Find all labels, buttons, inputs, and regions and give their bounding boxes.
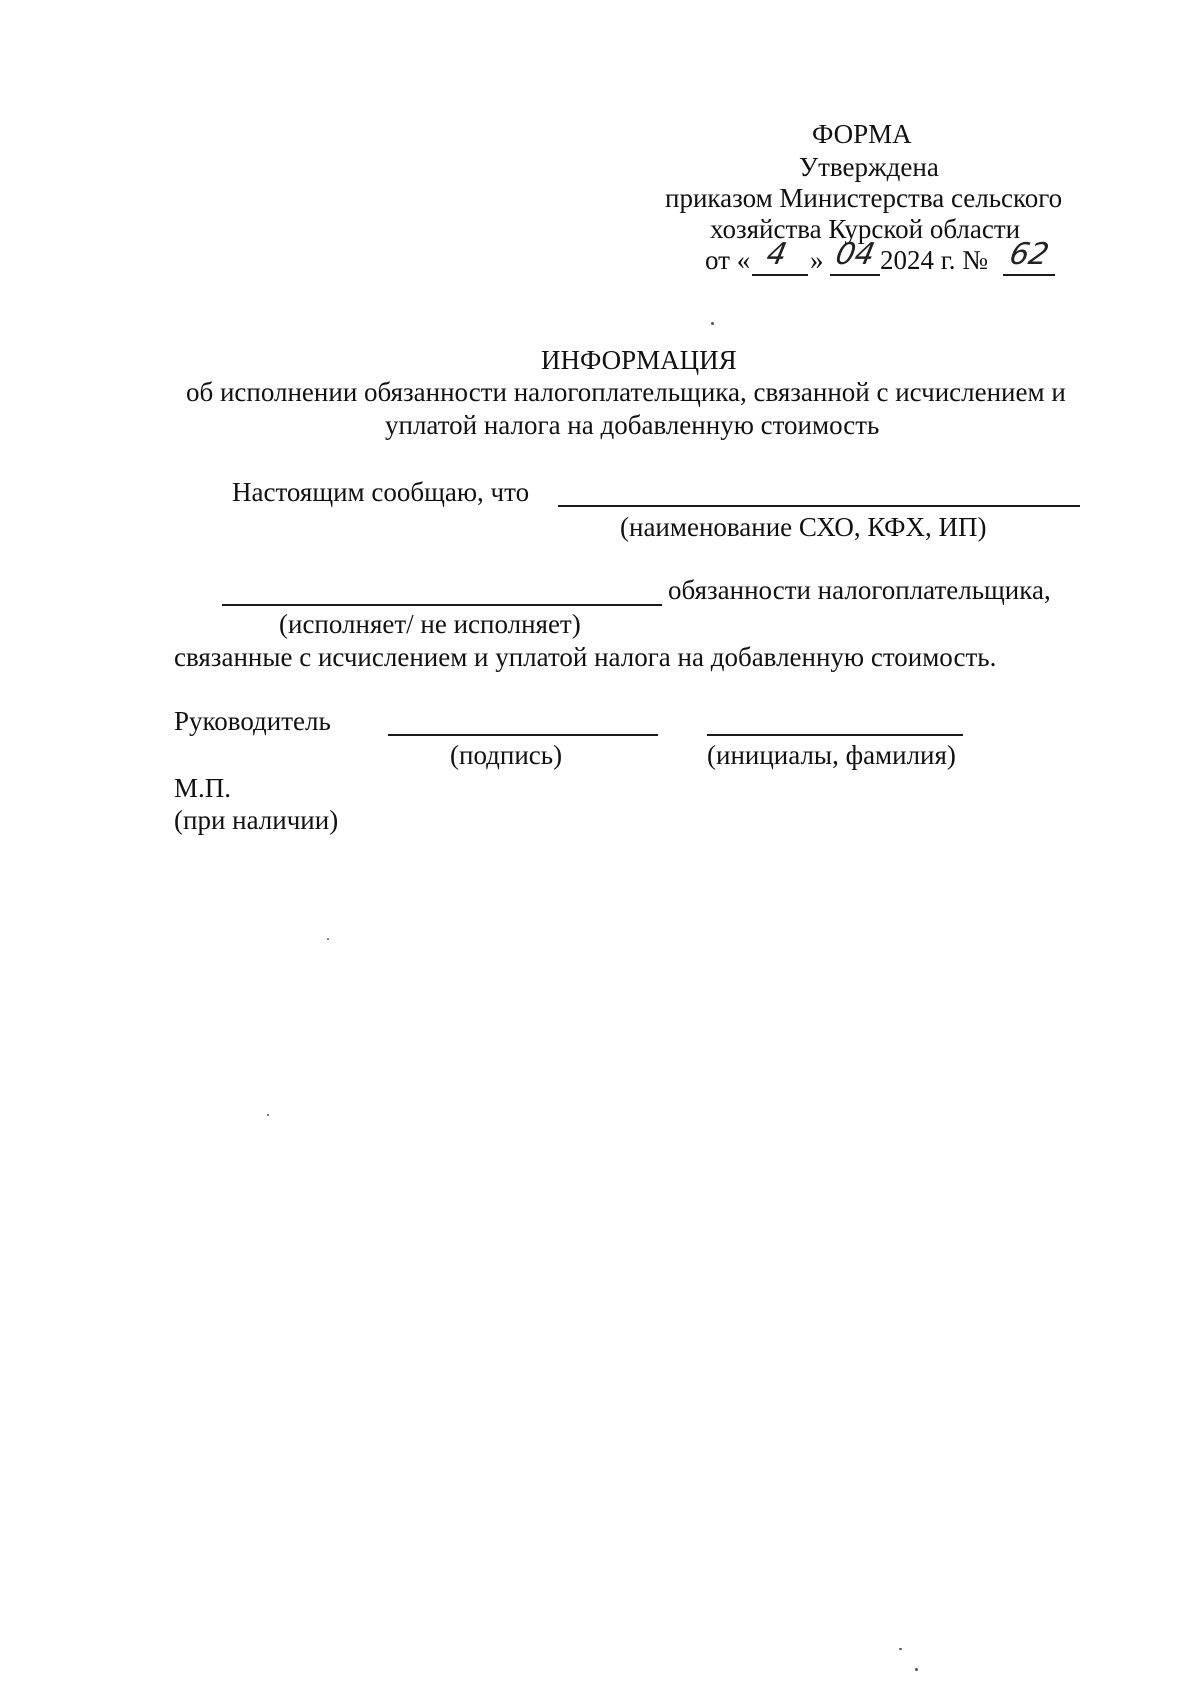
date-mid: » <box>810 245 824 275</box>
scan-speck <box>327 938 329 940</box>
year-and-number-label: 2024 г. № <box>880 245 989 275</box>
document-title: ИНФОРМАЦИЯ <box>541 345 737 375</box>
signature-hint: (подпись) <box>450 740 563 770</box>
duty-status-field <box>222 604 662 606</box>
date-prefix: от « <box>705 245 751 275</box>
signer-role: Руководитель <box>174 706 331 736</box>
number-handwritten: 62 <box>1006 237 1053 272</box>
intro-text: Настоящим сообщаю, что <box>232 477 530 507</box>
scan-speck <box>915 1668 918 1671</box>
scan-speck <box>267 1114 269 1116</box>
scan-speck <box>899 1648 902 1650</box>
month-handwritten: 04 <box>832 237 879 272</box>
scan-speck <box>711 322 714 325</box>
subtitle-line-1: об исполнении обязанности налогоплательщика, связанной с исчислением и <box>186 377 1066 407</box>
stamp-label: М.П. <box>174 773 232 803</box>
approved-label: Утверждена <box>799 152 939 182</box>
order-line-1: приказом Министерства сельского <box>665 183 1063 213</box>
initials-surname-hint: (инициалы, фамилия) <box>707 740 956 770</box>
duty-status-hint: (исполняет/ не исполняет) <box>279 609 581 639</box>
signature-field <box>388 734 658 736</box>
initials-surname-field <box>707 734 963 736</box>
number-underline <box>1003 274 1055 276</box>
stamp-note: (при наличии) <box>174 805 339 835</box>
duty-text: обязанности налогоплательщика, <box>668 575 1051 605</box>
entity-name-field <box>558 505 1080 507</box>
form-label: ФОРМА <box>812 119 912 149</box>
day-underline <box>752 274 808 276</box>
day-handwritten: 4 <box>763 237 790 272</box>
month-underline <box>830 274 880 276</box>
subtitle-line-2: уплатой налога на добавленную стоимость <box>385 410 880 440</box>
closing-text: связанные с исчислением и уплатой налога на добавленную стоимость. <box>174 642 997 672</box>
entity-name-hint: (наименование СХО, КФХ, ИП) <box>620 512 987 542</box>
order-line-2: хозяйства Курской области <box>710 214 1021 244</box>
